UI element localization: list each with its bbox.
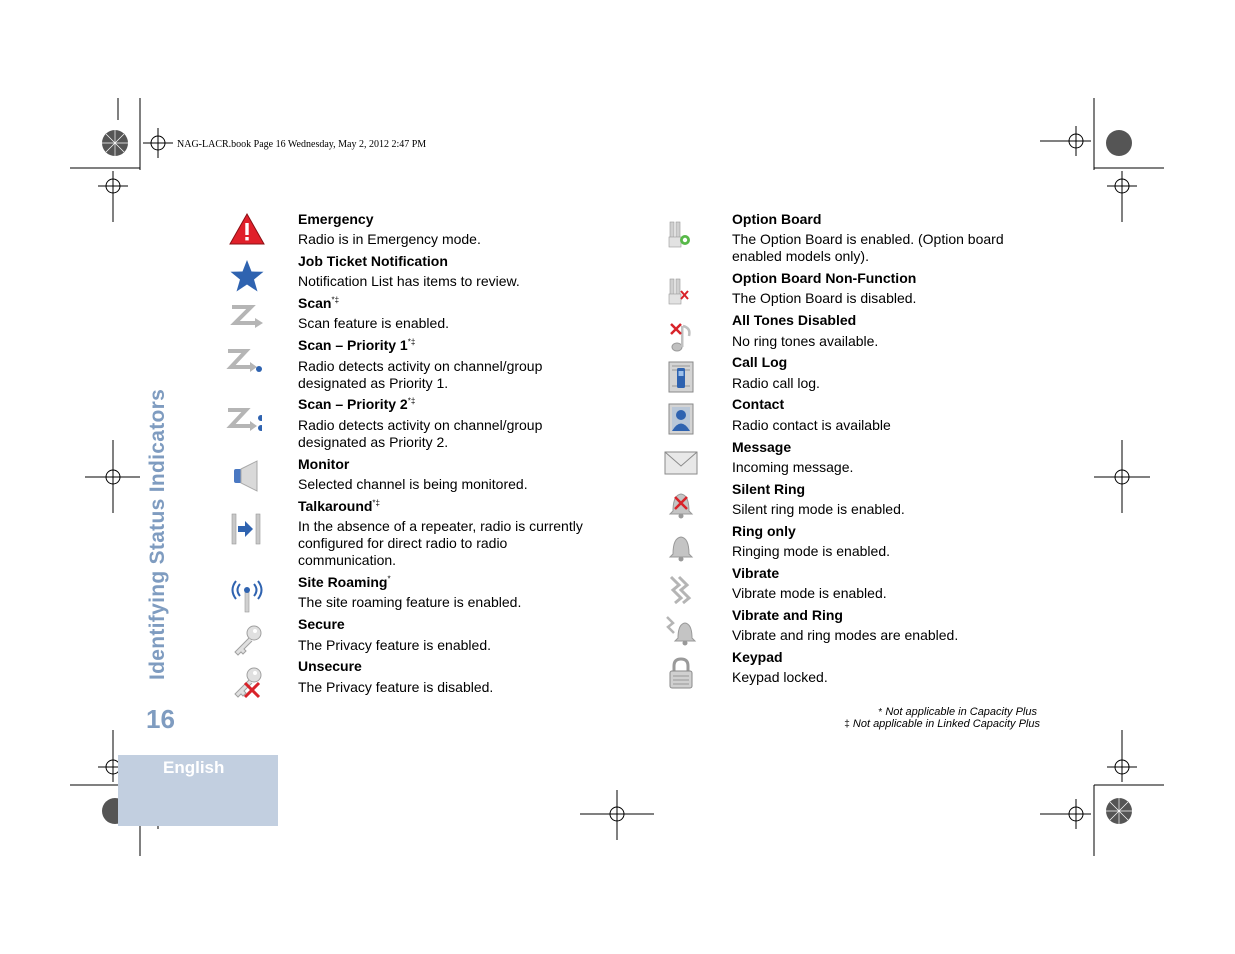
item-description: Notification List has items to review. [298,273,520,289]
scan-priority-1-icon [226,346,262,380]
item-title: Ring only [732,523,796,539]
item-title: Site Roaming* [298,574,391,590]
item-description: The Option Board is enabled. (Option board enabled models only). [732,231,1004,264]
secure-key-icon [229,623,265,657]
item-title: Monitor [298,456,350,472]
keypad-lock-icon [663,656,699,690]
item-description: Vibrate mode is enabled. [732,585,887,601]
item-title: Contact [732,396,785,412]
item-description: Ringing mode is enabled. [732,543,890,559]
item-title: Call Log [732,354,788,370]
print-header-line: NAG-LACR.book Page 16 Wednesday, May 2, 2012 2:47 PM [177,139,427,150]
vibrate-icon [663,573,699,607]
item-description: No ring tones available. [732,333,879,349]
ring-only-icon [663,530,699,564]
option-board-nonfunction-icon [663,276,699,310]
star-icon [229,259,265,293]
item-description: The Option Board is disabled. [732,290,917,306]
message-icon [663,446,699,480]
item-description: The site roaming feature is enabled. [298,594,522,610]
item-title: Scan – Priority 2*‡ [298,396,416,412]
item-title: Unsecure [298,658,362,674]
item-title: Option Board [732,211,822,227]
item-title: Silent Ring [732,481,806,497]
unsecure-key-icon [229,665,265,699]
option-board-icon [663,217,699,251]
call-log-icon [663,360,699,394]
emergency-icon [229,212,265,246]
item-title: Keypad [732,649,783,665]
item-description: In the absence of a repeater, radio is currently configured for direct radio to radio communication. [298,518,583,568]
item-title: Message [732,439,792,455]
item-title: Secure [298,616,345,632]
item-description: The Privacy feature is enabled. [298,637,491,653]
contact-icon [663,402,699,436]
page-number: 16 [146,704,175,734]
site-roaming-icon [229,580,265,614]
vibrate-ring-icon [663,614,699,648]
scan-icon [229,302,265,336]
item-description: Selected channel is being monitored. [298,476,528,492]
item-description: The Privacy feature is disabled. [298,679,494,695]
item-description: Radio contact is available [732,417,891,433]
item-description: Vibrate and ring modes are enabled. [732,627,959,643]
item-title: All Tones Disabled [732,312,857,328]
item-title: Scan – Priority 1*‡ [298,337,416,353]
item-title: Talkaround*‡ [298,498,380,514]
item-description: Incoming message. [732,459,854,475]
item-description: Scan feature is enabled. [298,315,449,331]
item-title: Emergency [298,211,374,227]
footnote-capacity-plus: * Not applicable in Capacity Plus [878,706,1037,718]
item-title: Scan*‡ [298,295,340,311]
monitor-icon [229,459,265,493]
scan-priority-2-icon [226,405,262,439]
item-title: Job Ticket Notification [298,253,448,269]
item-description: Keypad locked. [732,669,828,685]
section-title: Identifying Status Indicators [146,388,169,680]
item-description: Radio call log. [732,375,820,391]
item-title: Option Board Non-Function [732,270,917,286]
silent-ring-icon [663,487,699,521]
item-description: Radio detects activity on channel/group designated as Priority 2. [298,417,543,450]
language-label: English [163,758,225,777]
all-tones-disabled-icon [663,320,699,354]
item-description: Radio is in Emergency mode. [298,231,481,247]
talkaround-icon [229,512,265,546]
item-description: Radio detects activity on channel/group designated as Priority 1. [298,358,543,391]
item-title: Vibrate and Ring [732,607,843,623]
item-description: Silent ring mode is enabled. [732,501,905,517]
footnote-linked-capacity-plus: ‡ Not applicable in Linked Capacity Plus [844,718,1040,730]
item-title: Vibrate [732,565,780,581]
